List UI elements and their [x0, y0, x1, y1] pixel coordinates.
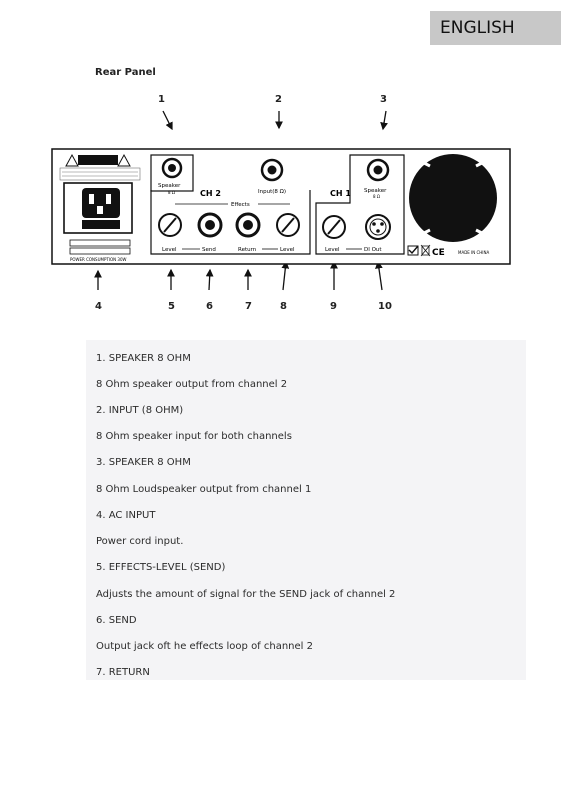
item-3-title: 3. SPEAKER 8 OHM: [96, 457, 191, 468]
ch1-level-knob: [323, 216, 345, 238]
callout-2: 2: [275, 94, 282, 105]
ch1-ohm-label: 8 Ω: [373, 194, 380, 199]
ce-mark: CE: [432, 248, 445, 258]
callout-1: 1: [158, 94, 165, 105]
di-out-xlr: [366, 215, 390, 239]
power-consumption-label: POWER CONSUMPTION 30W: [70, 257, 127, 262]
made-in-china-label: MADE IN CHINA: [458, 250, 490, 255]
di-out-label: DI Out: [364, 247, 382, 253]
item-4-desc: Power cord input.: [96, 536, 184, 547]
ch1-level-label: Level: [325, 247, 340, 253]
item-2-title: 2. INPUT (8 OHM): [96, 405, 184, 416]
item-3-desc: 8 Ohm Loudspeaker output from channel 1: [96, 484, 312, 495]
return-label: Return: [238, 247, 257, 253]
callout-6: 6: [206, 301, 213, 312]
item-1-title: 1. SPEAKER 8 OHM: [96, 353, 191, 364]
item-4-title: 4. AC INPUT: [96, 510, 156, 521]
send-jack: [199, 214, 221, 236]
item-6-title: 6. SEND: [96, 615, 137, 626]
item-2-desc: 8 Ohm speaker input for both channels: [96, 431, 292, 442]
ch1-label: CH 1: [330, 189, 351, 198]
ch1-speaker-label: Speaker: [364, 188, 387, 194]
return-level-label: Level: [280, 247, 295, 253]
item-5-title: 5. EFFECTS-LEVEL (SEND): [96, 562, 226, 573]
send-label: Send: [202, 247, 216, 253]
effects-label: Effects: [231, 202, 250, 208]
item-7-title: 7. RETURN: [96, 667, 150, 678]
item-5-desc: Adjusts the amount of signal for the SEND jack of channel 2: [96, 589, 396, 600]
callout-7: 7: [245, 301, 252, 312]
ch2-effects-level-knob: [159, 214, 181, 236]
callout-4: 4: [95, 301, 102, 312]
effects-level-label: Level: [162, 247, 177, 253]
ch2-label: CH 2: [200, 189, 221, 198]
return-jack: [237, 214, 259, 236]
cooling-fan: [409, 154, 497, 242]
item-6-desc: Output jack oft he effects loop of channel 2: [96, 641, 313, 652]
input-jack: [262, 160, 282, 180]
item-1-desc: 8 Ohm speaker output from channel 2: [96, 379, 288, 390]
rear-panel-diagram: [0, 0, 563, 340]
ch2-ohm-label: 8 Ω: [168, 190, 175, 195]
ch2-speaker-label: Speaker: [158, 183, 181, 189]
ch2-speaker-jack: [163, 159, 181, 177]
callout-10: 10: [378, 301, 392, 312]
input-label: Input(8 Ω): [258, 189, 286, 195]
ch2-return-level-knob: [277, 214, 299, 236]
section-title: Rear Panel: [95, 67, 156, 78]
ch1-speaker-jack: [368, 160, 388, 180]
callout-8: 8: [280, 301, 287, 312]
callout-3: 3: [380, 94, 387, 105]
callout-9: 9: [330, 301, 337, 312]
callout-5: 5: [168, 301, 175, 312]
language-tab: ENGLISH: [430, 11, 561, 45]
